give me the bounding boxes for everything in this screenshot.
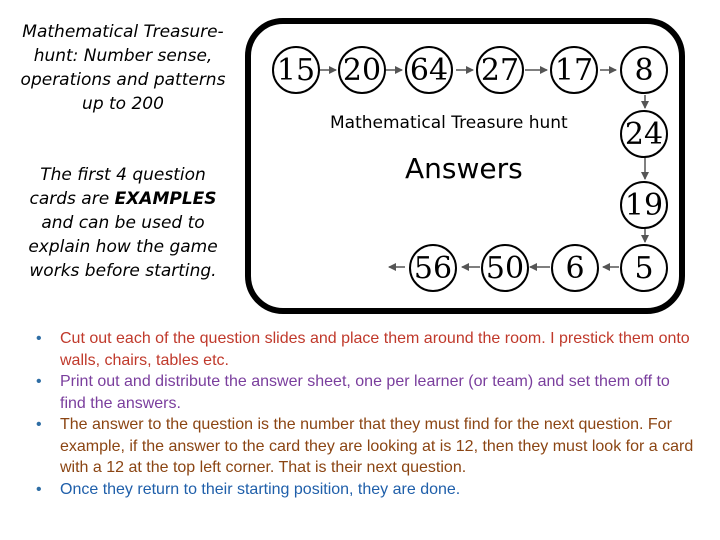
answers-label: Answers (405, 152, 523, 185)
answer-circle-20: 20 (338, 46, 386, 94)
answer-circle-24: 24 (620, 110, 668, 158)
board-title: Mathematical Treasure hunt (330, 113, 568, 133)
instruction-item: • The answer to the question is the number that they must find for the next question. For example, if the answer to the card they are looking at is 12, then they must look for a card with a 12 at the top left corner. That is their next question. (36, 414, 696, 479)
instruction-item: • Cut out each of the question slides and place them around the room. I prestick them onto walls, chairs, tables etc. (36, 328, 696, 371)
answer-circle-17: 17 (550, 46, 598, 94)
examples-emphasis: EXAMPLES (114, 189, 217, 209)
answer-circle-50: 50 (481, 244, 529, 292)
instruction-item: • Print out and distribute the answer sheet, one per learner (or team) and set them off to find the answers. (36, 371, 696, 414)
examples-note-text-end: and can be used to explain how the game works before starting. (28, 213, 218, 281)
answer-circle-27: 27 (476, 46, 524, 94)
answer-circle-19: 19 (620, 181, 668, 229)
page-title: Mathematical Treasure-hunt: Number sense, operations and patterns up to 200 (20, 22, 226, 114)
answer-circle-6: 6 (551, 244, 599, 292)
answer-circle-8: 8 (620, 46, 668, 94)
instruction-item: • Once they return to their starting position, they are done. (36, 479, 696, 501)
instructions-list (36, 328, 696, 500)
answer-circle-15: 15 (272, 46, 320, 94)
answer-circle-64: 64 (405, 46, 453, 94)
answer-circle-56: 56 (409, 244, 457, 292)
answer-circle-5: 5 (620, 244, 668, 292)
examples-note-text: The first 4 question cards are (29, 165, 206, 209)
